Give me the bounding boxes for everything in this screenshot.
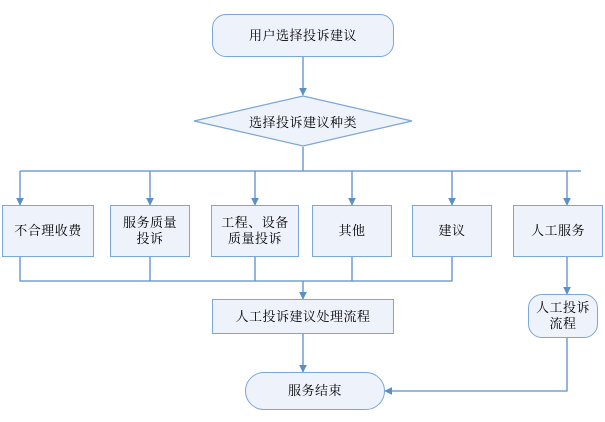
- node-end-label: 服务结束: [287, 383, 342, 398]
- node-option-unreasonable-fee[interactable]: [2, 205, 94, 257]
- node-option-engineering-equipment-quality[interactable]: [211, 205, 299, 257]
- node-option6-label: 人工服务: [530, 223, 585, 238]
- node-option-suggestion[interactable]: [412, 205, 492, 257]
- node-process-manual-label: 人工投诉建议处理流程: [235, 308, 371, 324]
- node-decision[interactable]: [193, 95, 413, 147]
- node-start[interactable]: [212, 14, 394, 57]
- node-option4-label: 其他: [338, 223, 366, 238]
- node-decision-label: 选择投诉建议种类: [248, 114, 357, 130]
- node-option-other[interactable]: [312, 205, 392, 257]
- node-process-human-complaint[interactable]: [528, 294, 598, 338]
- node-process-complaint-suggestion[interactable]: [212, 299, 394, 334]
- node-option-manual-service[interactable]: [513, 205, 603, 257]
- node-option5-label: 建议: [438, 223, 466, 238]
- node-end[interactable]: [245, 372, 385, 410]
- node-option1-label: 不合理收费: [14, 223, 82, 238]
- node-option3-label: 工程、设备质量投诉: [221, 215, 289, 246]
- node-process-human-label: 人工投诉流程: [535, 300, 590, 331]
- node-option-service-quality[interactable]: [110, 205, 190, 257]
- node-start-label: 用户选择投诉建议: [248, 27, 357, 43]
- node-option2-label: 服务质量投诉: [122, 215, 177, 246]
